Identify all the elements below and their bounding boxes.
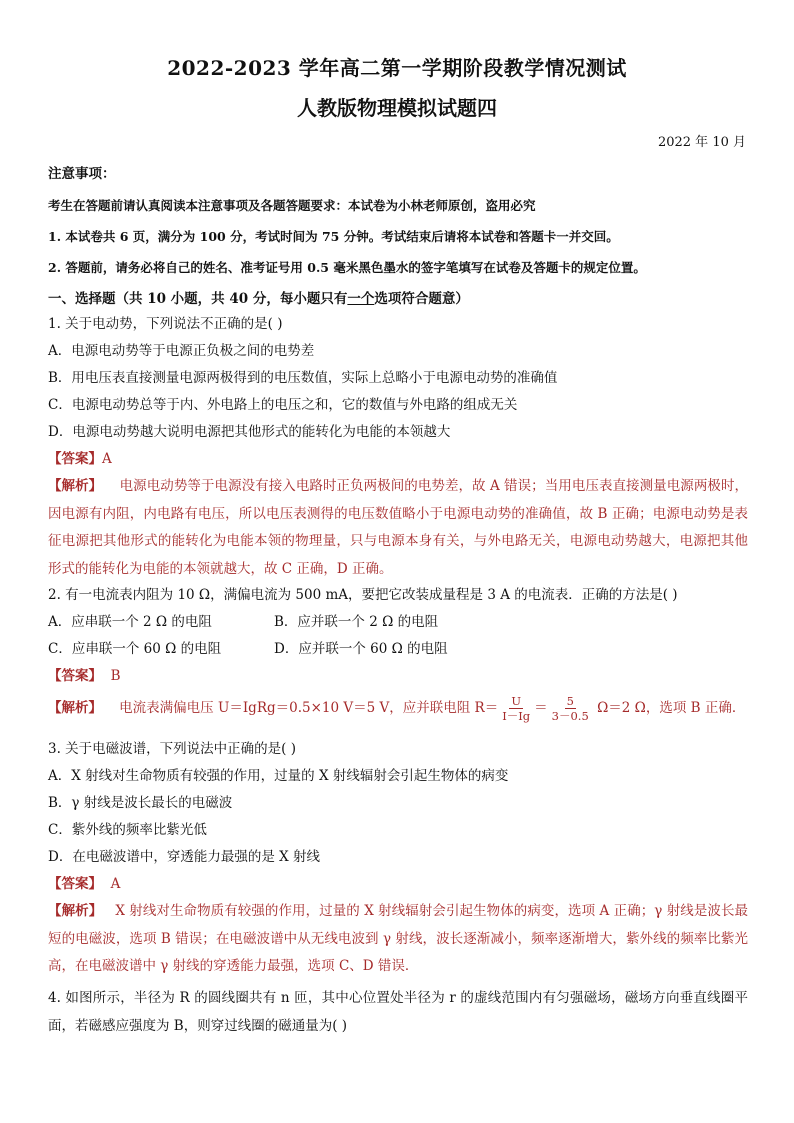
q3-analysis	[48, 898, 748, 981]
q2-option-c: C．应串联一个 60 Ω 的电阻	[48, 641, 222, 657]
answer-tag: 【答案】	[48, 451, 102, 467]
answer-tag: 【答案】	[48, 876, 102, 892]
notice-line-3: 2. 答题前，请务必将自己的姓名、准考证号用 0.5 毫米黑色墨水的签字笔填写在试卷及答题卡的规定位置。	[48, 260, 646, 275]
section-1	[48, 286, 748, 313]
equals-sign: ＝	[534, 700, 548, 716]
notice-line-2-wrap	[48, 227, 748, 247]
q2-analysis	[48, 690, 748, 726]
q2-option-a: A．应串联一个 2 Ω 的电阻	[48, 614, 212, 630]
notice-line-1: 考生在答题前请认真阅读本注意事项及各题答题要求：本试卷为小林老师原创，盗用必究	[48, 198, 536, 213]
exam-subtitle: 人教版物理模拟试题四	[297, 96, 497, 120]
q1-option-d: D．电源电动势越大说明电源把其他形式的能转化为电能的本领越大	[48, 424, 451, 440]
q2-fraction-2	[550, 694, 591, 723]
q3-answer	[48, 871, 748, 898]
q2-option-d: D．应并联一个 60 Ω 的电阻	[274, 641, 448, 657]
fraction-denominator: I－Ig	[502, 709, 531, 723]
exam-date: 2022 年 10 月	[657, 135, 746, 150]
q3-analysis-text: X 射线对生命物质有较强的作用，过量的 X 射线辐射会引起生物体的病变，选项 A 正确；γ 射线是波长最短的电磁波，选项 B 错误；在电磁波谱中从无线电波到 γ 射线，波长逐渐减小，频率逐渐增大，紫外线的频率比紫光高，在电磁波谱中 γ 射线的穿透能力最强，选项 C、D 错误．	[48, 903, 749, 974]
q2-answer	[48, 663, 748, 690]
q3-option-c: C．紫外线的频率比紫光低	[48, 822, 207, 838]
q1-option-c: C．电源电动势总等于内、外电路上的电压之和，它的数值与外电路的组成无关	[48, 397, 518, 413]
q2-analysis-tail: Ω＝2 Ω，选项 B 正确．	[592, 700, 746, 716]
fraction-numerator: U	[511, 694, 522, 708]
notice-lines	[48, 196, 748, 216]
answer-tag: 【答案】	[48, 668, 102, 684]
q2-answer-value: B	[110, 668, 121, 684]
question-3	[48, 736, 748, 981]
q3-option-b: B．γ 射线是波长最长的电磁波	[48, 795, 233, 811]
notice-line-2: 1. 本试卷共 6 页，满分为 100 分，考试时间为 75 分钟。考试结束后请将本试卷和答题卡一并交回。	[48, 229, 619, 244]
q1-analysis-text: 电源电动势等于电源没有接入电路时正负两极间的电势差，故 A 错误；当用电压表直接测量电源两极时，因电源有内阻，内电路有电压，所以电压表测得的电压数值略小于电源电动势的准确值，故 B 正确；电源电动势是表征电源把其他形式的能转化为电能本领的物理量，只与电源本身有关，与外电路无关，电源电动势越大，电源把其他形式的能转化为电能的本领就越大，故 C 正确，D 正确。	[48, 478, 748, 577]
q2-fraction-1	[500, 694, 532, 723]
q2-options-row-2	[48, 636, 748, 663]
q4-stem: 4. 如图所示，半径为 R 的圆线圈共有 n 匝，其中心位置处半径为 r 的虚线范围内有匀强磁场，磁场方向垂直线圈平面，若磁感应强度为 B，则穿过线圈的磁通量为( )	[48, 990, 748, 1034]
q1-answer-value: A	[102, 451, 112, 467]
section-heading-text: 一、选择题（共 10 小题，共 40 分，每小题只有	[48, 291, 348, 307]
q2-stem: 2. 有一电流表内阻为 10 Ω，满偏电流为 500 mA，要把它改装成量程是 3 A 的电流表．正确的方法是( )	[48, 587, 678, 603]
section-heading-tail: 选项符合题意）	[374, 291, 469, 307]
q3-answer-value: A	[110, 876, 121, 892]
q3-option-a: A．X 射线对生命物质有较强的作用，过量的 X 射线辐射会引起生物体的病变	[48, 768, 509, 784]
q1-option-b: B．用电压表直接测量电源两极得到的电压数值，实际上总略小于电源电动势的准确值	[48, 370, 558, 386]
fraction-denominator: 3－0.5	[551, 709, 589, 723]
q1-answer	[48, 446, 748, 473]
exam-title: 2022-2023 学年高二第一学期阶段教学情况测试	[167, 56, 627, 80]
q1-analysis	[48, 473, 748, 583]
q1-option-a: A．电源电动势等于电源正负极之间的电势差	[48, 343, 315, 359]
section-1-heading	[48, 286, 748, 313]
q1-stem: 1. 关于电动势，下列说法不正确的是( )	[48, 316, 283, 332]
notice-section	[48, 163, 748, 185]
section-heading-underlined: 一个	[347, 291, 375, 307]
question-4	[48, 985, 748, 1040]
q3-stem: 3. 关于电磁波谱，下列说法中正确的是( )	[48, 741, 296, 757]
q2-option-b: B．应并联一个 2 Ω 的电阻	[274, 614, 439, 630]
question-1	[48, 311, 748, 583]
analysis-tag: 【解析】	[48, 903, 103, 919]
q2-analysis-text: 电流表满偏电压 U＝IgRg＝0.5×10 V＝5 V，应并联电阻 R＝	[119, 700, 499, 716]
q2-options-row-1	[48, 609, 748, 636]
fraction-numerator: 5	[566, 694, 574, 708]
analysis-tag: 【解析】	[48, 700, 102, 716]
q3-option-d: D．在电磁波谱中，穿透能力最强的是 X 射线	[48, 849, 321, 865]
question-2	[48, 582, 748, 726]
notice-heading: 注意事项：	[48, 166, 116, 182]
notice-line-3-wrap	[48, 258, 748, 278]
analysis-tag: 【解析】	[48, 478, 103, 494]
